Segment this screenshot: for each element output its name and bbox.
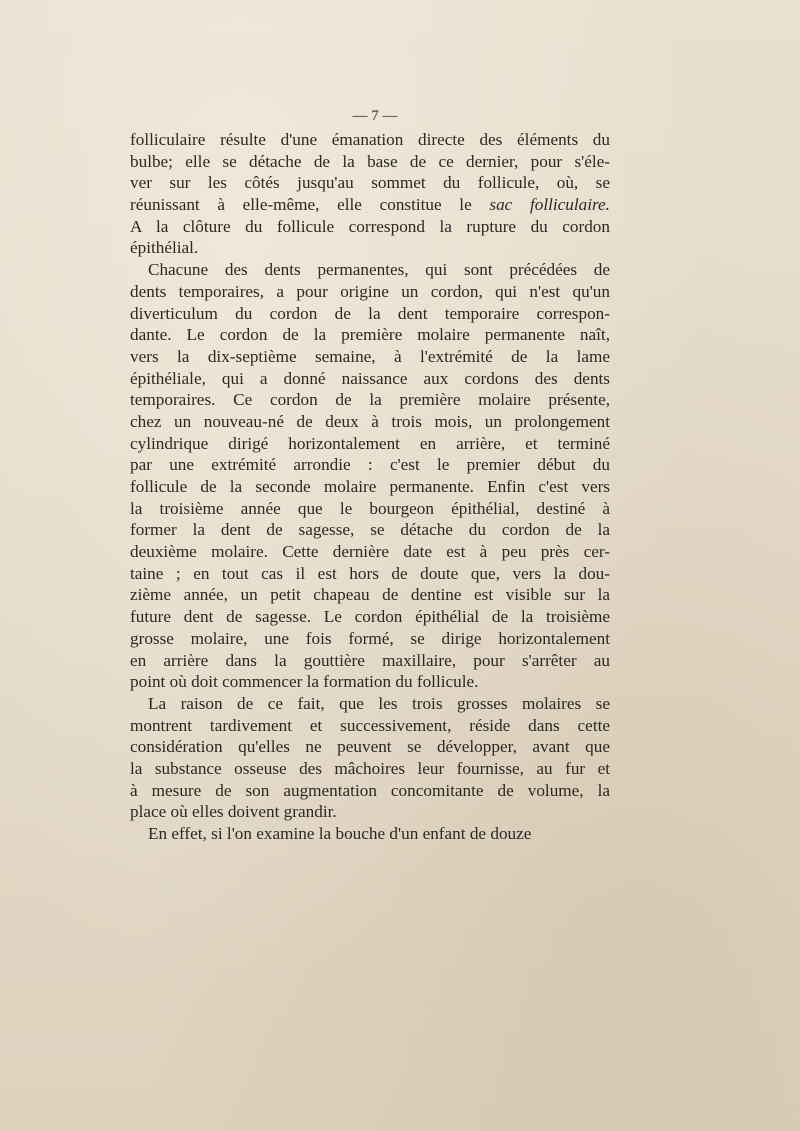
text-line: La raison de ce fait, que les trois grosses molaires se: [148, 693, 610, 713]
text-line: En effet, si l'on examine la bouche d'un enfant de douze: [148, 824, 532, 843]
paragraph: [130, 259, 610, 693]
text-line: ver sur les côtés jusqu'au sommet du follicule, où, se: [130, 173, 610, 193]
text-line: temporaires. Ce cordon de la première molaire présente,: [130, 390, 610, 410]
text-line: montrent tardivement et successivement, réside dans cette: [130, 715, 610, 735]
text-line: cylindrique dirigé horizontalement en arrière, et terminé: [130, 433, 610, 453]
text-line: vers la dix-septième semaine, à l'extrémité de la lame: [130, 346, 610, 366]
text-line: la substance osseuse des mâchoires leur fournisse, au fur et: [130, 758, 610, 778]
text-line: en arrière dans la gouttière maxillaire, pour s'arrêter au: [130, 650, 610, 670]
text-line: former la dent de sagesse, se détache du cordon de la: [130, 520, 610, 540]
text-line: à mesure de son augmentation concomitante de volume, la: [130, 780, 610, 800]
text-line: épithéliale, qui a donné naissance aux cordons des dents: [130, 368, 610, 388]
text-line: point où doit commencer la formation du follicule.: [130, 672, 479, 692]
text-line: Chacune des dents permanentes, qui sont précédées de: [148, 260, 610, 280]
paragraph: [130, 129, 610, 259]
text-line: épithélial.: [130, 238, 199, 258]
text-line: réunissant à elle-même, elle constitue le sac folliculaire.: [130, 195, 610, 215]
text-line: dante. Le cordon de la première molaire permanente naît,: [130, 325, 610, 345]
italic-term: sac folliculaire.: [489, 195, 610, 215]
text-line: zième année, un petit chapeau de dentine est visible sur la: [130, 585, 610, 605]
text-line: bulbe; elle se détache de la base de ce dernier, pour s'éle-: [130, 151, 610, 171]
page-number: — 7 —: [352, 108, 398, 124]
text-line: taine ; en tout cas il est hors de doute que, vers la dou-: [130, 563, 610, 583]
text-line: folliculaire résulte d'une émanation directe des éléments du: [130, 130, 610, 149]
text-line: considération qu'elles ne peuvent se développer, avant que: [130, 737, 610, 757]
text-line: diverticulum du cordon de la dent temporaire correspon-: [130, 303, 610, 323]
text-line: future dent de sagesse. Le cordon épithélial de la troisième: [130, 607, 610, 627]
paragraph: [130, 823, 610, 845]
text-line: place où elles doivent grandir.: [130, 802, 337, 822]
text-line: la troisième année que le bourgeon épithélial, destiné à: [130, 498, 610, 518]
paragraph: [130, 693, 610, 823]
text-line: A la clôture du follicule correspond la rupture du cordon: [130, 216, 610, 236]
text-line: grosse molaire, une fois formé, se dirige horizontalement: [130, 628, 610, 648]
text-line: dents temporaires, a pour origine un cordon, qui n'est qu'un: [130, 281, 610, 301]
body-text: [130, 129, 610, 845]
text-line: follicule de la seconde molaire permanente. Enfin c'est vers: [130, 477, 610, 496]
text-line: deuxième molaire. Cette dernière date est à peu près cer-: [130, 542, 610, 562]
text-line: chez un nouveau-né de deux à trois mois, un prolongement: [130, 411, 610, 431]
text-line: par une extrémité arrondie : c'est le premier début du: [130, 455, 610, 475]
page-text: [130, 105, 610, 845]
